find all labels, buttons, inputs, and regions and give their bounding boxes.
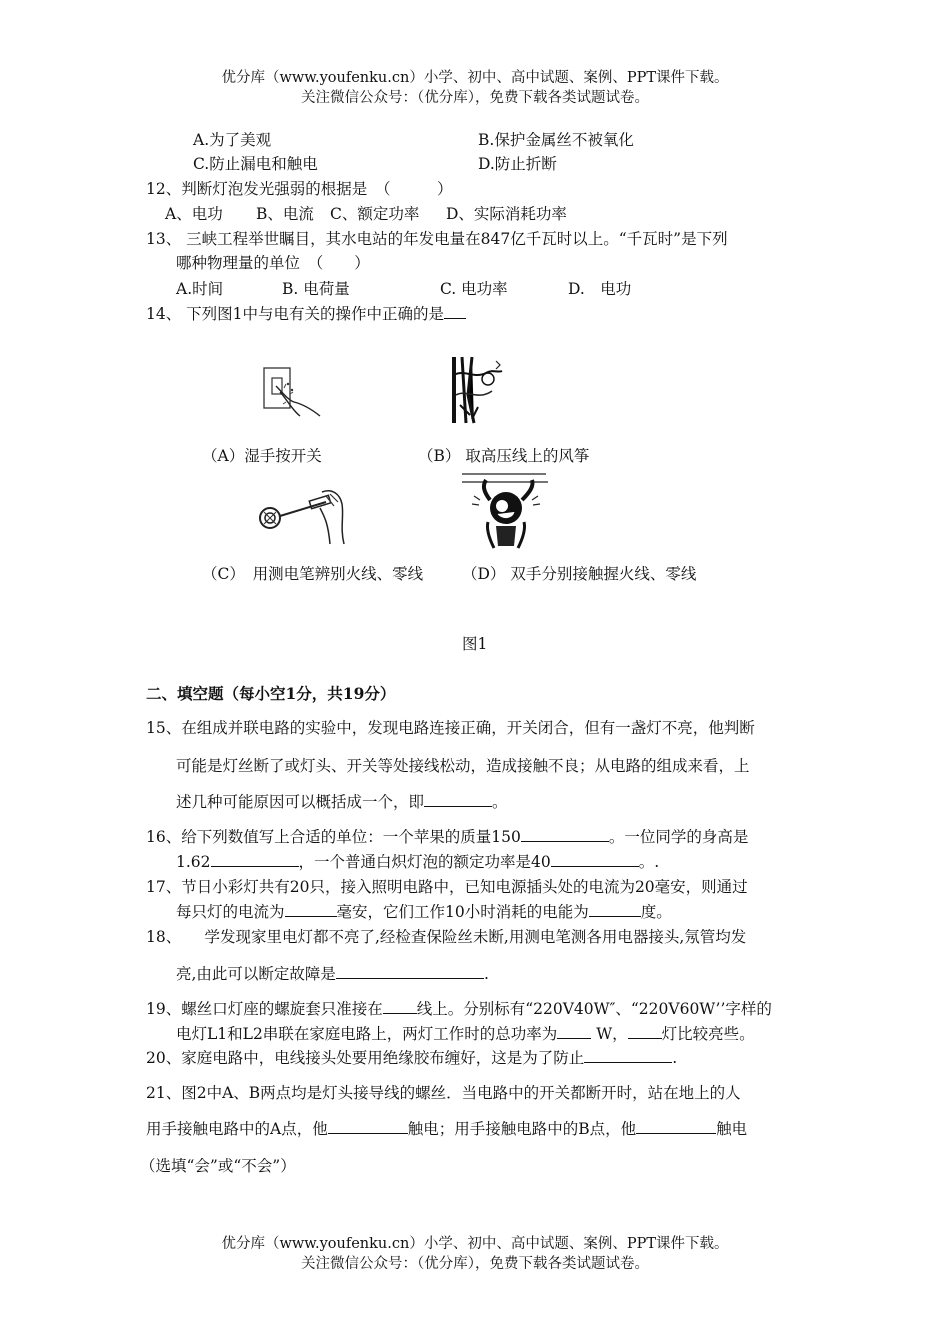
q13-stem-line1: 13、 三峡工程举世瞩目，其水电站的年发电量在847亿千瓦时以上。“千瓦时”是下列 xyxy=(146,230,728,248)
figure-d-hands-on-wires xyxy=(460,470,552,550)
q16-line2: 1.62 ，一个普通白炽灯泡的额定功率是40 。. xyxy=(176,853,660,871)
q21-point-a-blank[interactable] xyxy=(328,1118,408,1134)
figure-b-caption: （B） 取高压线上的风筝 xyxy=(418,447,590,465)
q12-option-d: D、实际消耗功率 xyxy=(446,205,567,223)
figure-c-caption: （C） 用测电笔辨别火线、零线 xyxy=(202,565,424,583)
q21-line2: 用手接触电路中的A点，他 触电；用手接触电路中的B点，他 触电 xyxy=(146,1120,748,1138)
q14-stem: 14、 下列图1中与电有关的操作中正确的是 xyxy=(146,302,466,324)
q20-answer-blank[interactable] xyxy=(584,1047,672,1063)
q19-line1: 19、螺丝口灯座的螺旋套只准接在 线上。分别标有“220V40W″、“220V60W’’字样的 xyxy=(146,1000,772,1018)
q19-line2: 电灯L1和L2串联在家庭电路上，两灯工作时的总功率为 W， 灯比较亮些。 xyxy=(176,1025,755,1043)
q11-option-b: B.保护金属丝不被氧化 xyxy=(478,131,634,149)
q12-option-a: A、电功 xyxy=(165,205,223,223)
figure-1-caption: 图1 xyxy=(462,635,488,653)
q13-option-d: D. 电功 xyxy=(568,280,632,298)
page-footer-line1: 优分库（www.youfenku.cn）小学、初中、高中试题、案例、PPT课件下载。 xyxy=(221,1236,729,1252)
q14-answer-blank[interactable] xyxy=(444,303,466,319)
figure-c-test-pen xyxy=(256,482,352,550)
q11-option-d: D.防止折断 xyxy=(478,155,557,173)
q16-apple-mass-blank[interactable] xyxy=(521,826,609,842)
q19-lamp-blank[interactable] xyxy=(628,1023,662,1039)
q15-line3: 述几种可能原因可以概括成一个，即 。 xyxy=(176,793,508,811)
q17-current-blank[interactable] xyxy=(285,901,337,917)
q12-option-b: B、电流 xyxy=(256,205,314,223)
figure-a-wet-hand-switch xyxy=(258,358,324,420)
q21-line3: （选填“会”或“不会”） xyxy=(140,1157,296,1175)
q16-power-blank[interactable] xyxy=(551,851,639,867)
q12-stem: 12、判断灯泡发光强弱的根据是 （ ） xyxy=(146,180,453,198)
q18-line1: 18、 学发现家里电灯都不亮了,经检查保险丝未断,用测电笔测各用电器接头,氖管均发 xyxy=(146,928,747,946)
q16-height-blank[interactable] xyxy=(211,851,299,867)
figure-b-kite-high-voltage xyxy=(452,355,504,425)
q15-line2: 可能是灯丝断了或灯头、开关等处接线松动，造成接触不良；从电路的组成来看，上 xyxy=(176,757,750,775)
page-header-line2: 关注微信公众号：（优分库），免费下载各类试题试卷。 xyxy=(301,90,649,106)
q18-line2: 亮,由此可以断定故障是 . xyxy=(176,965,489,983)
q15-answer-blank[interactable] xyxy=(424,791,492,807)
q21-line1: 21、图2中A、B两点均是灯头接导线的螺丝．当电路中的开关都断开时，站在地上的人 xyxy=(146,1084,741,1102)
q11-option-a: A.为了美观 xyxy=(193,131,272,149)
q13-option-a: A.时间 xyxy=(176,280,224,298)
q21-point-b-blank[interactable] xyxy=(636,1118,716,1134)
q13-option-b: B. 电荷量 xyxy=(282,280,350,298)
q18-fault-blank[interactable] xyxy=(336,963,484,979)
q17-line1: 17、节日小彩灯共有20只，接入照明电路中，已知电源插头处的电流为20毫安，则通过 xyxy=(146,878,748,896)
q19-wire-blank[interactable] xyxy=(383,998,417,1014)
q13-stem-line2: 哪种物理量的单位 （ ） xyxy=(176,254,370,272)
q19-power-blank[interactable] xyxy=(557,1023,591,1039)
q13-option-c: C. 电功率 xyxy=(440,280,508,298)
section-2-title: 二、填空题（每小空1分，共19分） xyxy=(146,684,396,703)
page-footer-line2: 关注微信公众号：（优分库），免费下载各类试题试卷。 xyxy=(301,1256,649,1272)
page-header-line1: 优分库（www.youfenku.cn）小学、初中、高中试题、案例、PPT课件下载。 xyxy=(221,70,729,86)
figure-d-caption: （D） 双手分别接触握火线、零线 xyxy=(462,565,697,583)
q17-energy-blank[interactable] xyxy=(589,901,641,917)
q11-option-c: C.防止漏电和触电 xyxy=(193,155,318,173)
q16-line1: 16、给下列数值写上合适的单位：一个苹果的质量150 。一位同学的身高是 xyxy=(146,828,749,846)
q17-line2: 每只灯的电流为 毫安，它们工作10小时消耗的电能为 度。 xyxy=(176,903,672,921)
q15-line1: 15、在组成并联电路的实验中，发现电路连接正确，开关闭合，但有一盏灯不亮，他判断 xyxy=(146,719,755,737)
q20-line: 20、家庭电路中，电线接头处要用绝缘胶布缠好，这是为了防止 . xyxy=(146,1049,678,1067)
q12-option-c: C、额定功率 xyxy=(330,205,420,223)
figure-a-caption: （A）湿手按开关 xyxy=(202,447,322,465)
